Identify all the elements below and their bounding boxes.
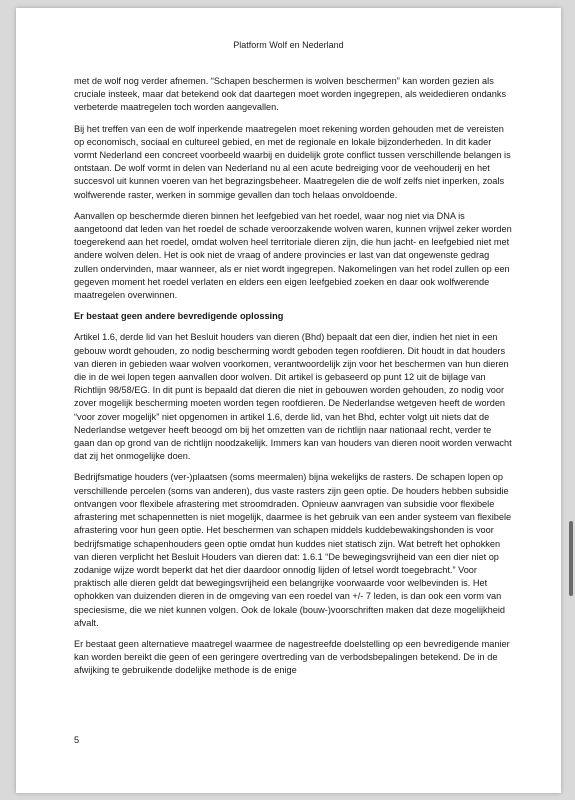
page-content — [74, 75, 514, 686]
scrollbar[interactable] — [567, 6, 573, 794]
paragraph: met de wolf nog verder afnemen. “Schapen beschermen is wolven beschermen” kan worden gezien als crucialе insteek, maar dat betekend ook dat daartegen moet worden ingegrepen, als weidedieren ondanks verbeterde maatregelen toch worden aangevallen. — [74, 76, 507, 113]
scrollbar-thumb[interactable] — [569, 521, 573, 596]
paragraph: Bedrijfsmatige houders (ver-)plaatsen (soms meermalen) bijna wekelijks de rasters. De schapen lopen op verschillende percelen (soms van anderen), dus vaste rasters zijn geen optie. De houders hebben subsidie ontvangen voor flexibele afrastering met stroomdraden. Opnieuw aanvragen van subsidie voor flexibele afrastering met schapennetten is niet mogelijk, daarmee is het gebruik van een ander systeem van flexibele afrastering voor hun geen optie. Het beschermen van schapen middels kuddebewakingshonden is voor bedrijfsmatige schapenhouders geen optie omdat hun kuddes niet statisch zijn. Wat betreft het ophokken van dieren verplicht het Besluit Houders van dieren dat: 1.6.1 “De bewegingsvrijheid van een dier niet op zodanige wijze wordt beperkt dat het dier daardoor onnodig lijden of letsel wordt toegebracht.” Voor praktisch alle dieren geldt dat bewegingsvrijheid een belangrijke voorwaarde voor welbevinden is. Het ophokken van duizenden dieren in de omgeving van een roedel van +/- 7 leden, is dan ook een vorm van speciesisme, die we niet kunnen volgen. Ook de lokale (bouw-)voorschriften maken dat deze mogelijkheid afvalt. — [74, 472, 512, 628]
paragraph: Aanvallen op beschermde dieren binnen het leefgebied van het roedel, waar nog niet via DNA is aangetoond dat leden van het roedel de schade veroorzakende wolven waren, kunnen vrijwel zeker worden toegerekend aan het roedel, omdat wolven heel territoriale dieren zijn, die hun jacht- en leefgebied niet met andere wolven delen. Het is ook niet de vraag of andere provincies er last van dat ongewenste gedrag zullen ondervinden, maar wanneer, als er niet wordt ingegrepen. Nakomelingen van het rodel zullen op een gegeven moment het roedel verlaten en elders een eigen leefgebied zoeken en daar ook wolfwerende maatregelen overwinnen. — [74, 210, 512, 301]
document-page — [16, 8, 561, 793]
paragraph: Er bestaat geen alternatieve maatregel waarmee de nagestreefde doelstelling op een bevredigende manier kan worden bereikt die geen of een geringere overtreding van de verbodsbepalingen betekend. De in de afwijking te gebruikende dodelijke methode is de enige — [74, 638, 510, 676]
paragraph: Bij het treffen van een de wolf inperkende maatregelen moet rekening worden gehouden met de vereisten op economisch, sociaal en cultureel gebied, en met de regionale en lokale bijzonderheden. In dit kader vormt Nederland een concreet voorbeeld waarbij en duidelijk grote conflict tussen verschillende belangen is ontstaan. De wolf vormt in delen van Nederland nu al een acute bedreiging voor de veehouderij en het succesvol uit kunnen voeren van het begrazingsbeheer. Maatregelen die de wolf zelfs niet inperken, zoals wolfwerende raster, werken in sommige gevallen dan toch helaas onvoldoende. — [74, 123, 511, 200]
page-number: 5 — [74, 735, 80, 745]
section-heading: Er bestaat geen andere bevredigende oplossing — [74, 311, 284, 322]
paragraph: Artikel 1.6, derde lid van het Besluit houders van dieren (Bhd) bepaalt dat een dier, indien het niet in een gebouw wordt gehouden, zo nodig bescherming wordt geboden tegen roofdieren. Dit houdt in dat houders van dieren in gebieden waar wolven voorkomen, verantwoordelijk zijn voor het beschermen van hun dieren die in de wei lopen tegen aanvallen door wolven. Dit artikel is gebaseerd op punt 12 uit de bijlage van Richtlijn 98/58/EG. In dit punt is bepaald dat dieren die niet in gebouwen worden gehouden, zo nodig voor zover mogelijk bescherming moeten worden tegen roofdieren. De Nederlandse wetgeven heeft de worden “voor zover mogelijk” niet opgenomen in artikel 1.6, derde lid, van het Bhd, echter volgt uit niets dat de Nederlandse wetgever heeft beoogd om bij het omzetten van de richtlijn naar nationaal recht, verder te gaan dan op grond van de richtlijn noodzakelijk. Immers kan van houders van dieren nooit worden verwacht dat zij het onmogelijke doen. — [74, 332, 512, 462]
page-header: Platform Wolf en Nederland — [233, 40, 344, 50]
